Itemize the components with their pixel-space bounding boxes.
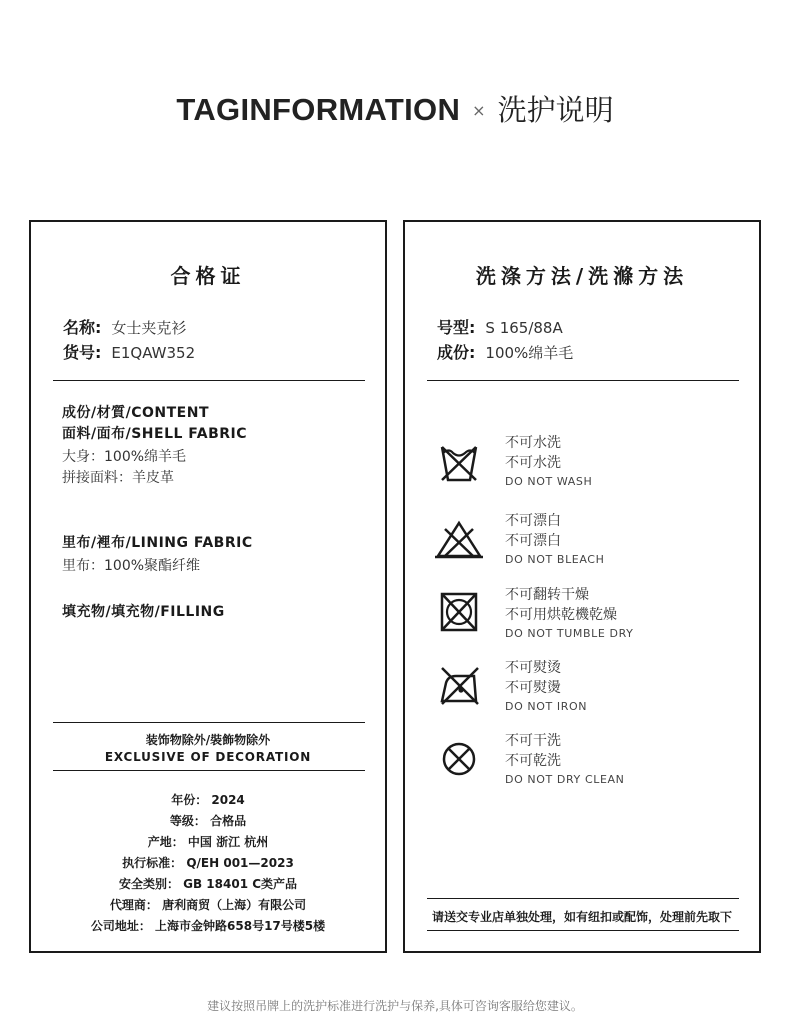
care-line-tw: 不可用烘乾機乾燥	[505, 607, 617, 623]
care-line-tw: 不可漂白	[505, 533, 561, 549]
care-line-tw: 不可熨燙	[505, 680, 561, 696]
do-not-iron-icon	[433, 663, 485, 707]
divider	[427, 380, 739, 381]
do-not-wash-icon	[433, 440, 485, 484]
care-line-cn: 不可翻转干燥	[505, 587, 589, 603]
care-line-en: DO NOT IRON	[505, 700, 588, 713]
composition-row	[437, 340, 573, 363]
info-agent: 代理商： 唐利商贸（上海）有限公司	[109, 898, 307, 912]
info-address: 公司地址： 上海市金钟路658号17号楼5楼	[90, 919, 326, 933]
composition-value: 100%绵羊毛	[485, 344, 574, 362]
title-cn: 洗护说明	[497, 93, 614, 127]
care-note: 请送交专业店单独处理，如有纽扣或配饰，处理前先取下	[431, 910, 732, 924]
divider	[427, 930, 739, 931]
item-value: E1QAW352	[111, 344, 196, 362]
name-value: 女士夹克衫	[111, 319, 187, 337]
filling-title: 填充物/填充物/FILLING	[62, 604, 225, 620]
lining-line: 里布：100%聚酯纤维	[62, 558, 201, 574]
decoration-cn: 装饰物除外/裝飾物除外	[145, 733, 271, 747]
shell-fabric-title: 面料/面布/SHELL FABRIC	[62, 426, 248, 442]
care-line-tw: 不可乾洗	[505, 753, 561, 769]
divider	[53, 380, 365, 381]
care-line-en: DO NOT DRY CLEAN	[505, 773, 625, 786]
size-value: S 165/88A	[485, 319, 563, 337]
info-year: 年份： 2024	[171, 793, 245, 807]
do-not-bleach-icon	[433, 518, 485, 562]
shell-line: 大身：100%绵羊毛	[62, 449, 187, 465]
do-not-tumble-dry-icon	[433, 590, 485, 634]
info-safety: 安全类别： GB 18401 C类产品	[118, 877, 298, 891]
divider	[427, 898, 739, 899]
info-origin: 产地： 中国 浙江 杭州	[147, 835, 269, 849]
care-line-cn: 不可熨烫	[505, 660, 561, 676]
care-item-dry-clean	[505, 731, 624, 786]
care-line-en: DO NOT BLEACH	[505, 553, 605, 566]
decoration-en: EXCLUSIVE OF DECORATION	[104, 750, 312, 764]
care-line-cn: 不可水洗	[505, 435, 561, 451]
care-item-bleach	[505, 511, 604, 566]
care-line-tw: 不可水洗	[505, 455, 561, 471]
care-card	[403, 220, 761, 953]
info-grade: 等级： 合格品	[169, 814, 247, 828]
item-number-row	[63, 340, 195, 363]
certificate-title: 合格证	[170, 264, 246, 288]
title-separator: ×	[472, 101, 486, 120]
product-name-row	[63, 315, 186, 338]
care-line-en: DO NOT TUMBLE DRY	[505, 627, 634, 640]
care-item-tumble-dry	[505, 585, 633, 640]
item-label: 货号:	[63, 343, 102, 362]
content-title: 成份/材質/CONTENT	[62, 405, 209, 421]
lining-fabric-title: 里布/裡布/LINING FABRIC	[62, 535, 253, 551]
divider	[53, 722, 365, 723]
divider	[53, 770, 365, 771]
care-line-cn: 不可干洗	[505, 733, 561, 749]
care-title: 洗涤方法/洗滌方法	[475, 264, 689, 288]
name-label: 名称:	[63, 318, 102, 337]
shell-line: 拼接面料：羊皮革	[62, 470, 174, 486]
footer-note: 建议按照吊牌上的洗护标准进行洗护与保养,具体可咨询客服给您建议。	[207, 999, 583, 1013]
size-row	[437, 315, 563, 338]
composition-label: 成份:	[437, 343, 476, 362]
care-line-en: DO NOT WASH	[505, 475, 593, 488]
care-line-cn: 不可漂白	[505, 513, 561, 529]
size-label: 号型:	[437, 318, 476, 337]
info-standard: 执行标准： Q/EH 001—2023	[122, 856, 294, 870]
certificate-card	[29, 220, 387, 953]
care-item-iron	[505, 658, 587, 713]
title-en: TAGINFORMATION	[176, 92, 461, 127]
page-header	[0, 88, 790, 129]
care-item-wash	[505, 433, 592, 488]
do-not-dry-clean-icon	[433, 737, 485, 781]
